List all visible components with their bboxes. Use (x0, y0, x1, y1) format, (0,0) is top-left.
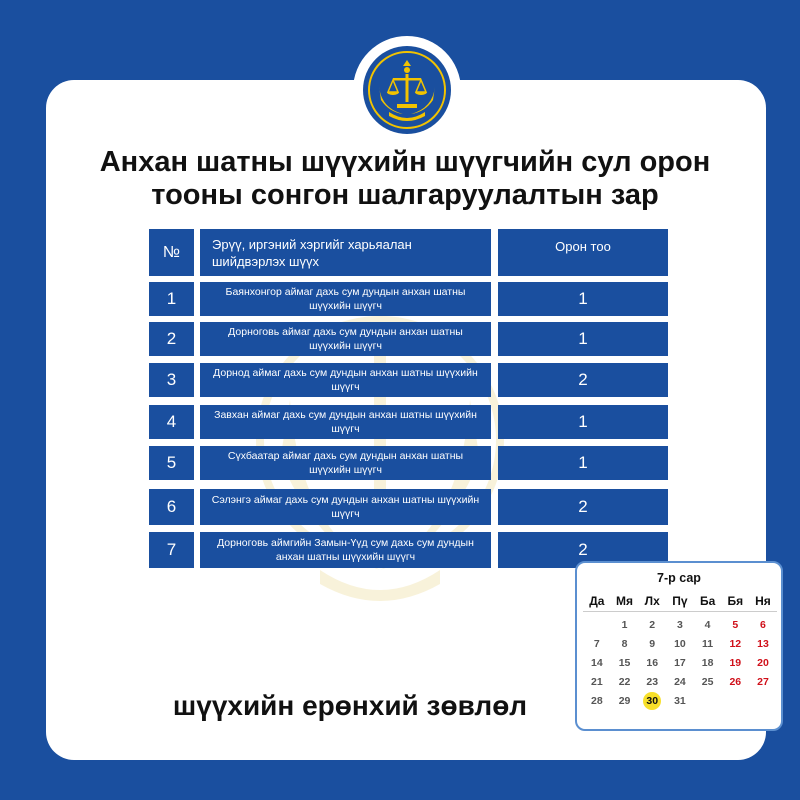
row-court: Сэлэнгэ аймаг дахь сум дундын анхан шатны шүүхийн шүүгч (200, 489, 491, 525)
title-line-2: тооны сонгон шалгаруулалтын зар (151, 179, 659, 211)
row-count: 2 (498, 363, 668, 397)
calendar-weekday: Да (589, 594, 605, 608)
calendar-day: 11 (702, 637, 714, 650)
calendar-weekday-row (583, 591, 777, 612)
row-count: 1 (498, 446, 668, 480)
calendar-day: 23 (646, 675, 659, 688)
row-count: 1 (498, 405, 668, 439)
header-court: Эрүү, иргэний хэргийг харьяалан шийдвэрлэх шүүх (200, 229, 491, 276)
calendar-day: 27 (757, 675, 769, 688)
calendar-weekday: Лх (644, 594, 660, 608)
row-number: 1 (149, 282, 194, 316)
row-number: 4 (149, 405, 194, 439)
calendar-day: 20 (757, 656, 769, 669)
row-number: 3 (149, 363, 194, 397)
calendar-day: 12 (729, 637, 742, 650)
row-count: 1 (498, 322, 668, 356)
calendar-highlighted-day: 30 (643, 692, 661, 710)
calendar-day: 21 (591, 675, 603, 688)
calendar-day: 17 (674, 656, 686, 669)
calendar-weekday: Пү (672, 594, 688, 608)
calendar-day: 3 (676, 618, 683, 631)
calendar-day: 6 (760, 618, 766, 631)
row-count: 2 (498, 532, 668, 568)
calendar-day: 9 (649, 637, 656, 650)
row-count: 2 (498, 489, 668, 525)
calendar-day: 28 (591, 694, 603, 707)
calendar-month: 7-р сар (657, 571, 701, 585)
organization-name: шүүхийн ерөнхий зөвлөл (172, 690, 528, 721)
calendar-day: 7 (593, 637, 600, 650)
calendar-day: 8 (621, 637, 628, 650)
calendar-day: 14 (591, 656, 603, 669)
row-court: Завхан аймаг дахь сум дундын анхан шатны шүүхийн шүүгч (200, 405, 491, 439)
calendar-day: 31 (674, 694, 686, 707)
header-count: Орон тоо (498, 229, 668, 276)
judicial-emblem-icon (363, 46, 451, 134)
row-number: 6 (149, 489, 194, 525)
page-title (60, 146, 750, 212)
calendar-day: 2 (649, 618, 656, 631)
calendar-day: 10 (674, 637, 686, 650)
calendar-week-row (583, 634, 777, 653)
calendar-day: 15 (618, 656, 631, 669)
calendar-widget (575, 561, 783, 731)
calendar-grid (583, 591, 777, 710)
calendar-weekday: Мя (616, 594, 634, 608)
calendar-day: 29 (618, 694, 631, 707)
row-court: Дорнод аймаг дахь сум дундын анхан шатны шүүхийн шүүгч (200, 363, 491, 397)
calendar-weekday: Бя (727, 594, 744, 608)
calendar-day: 18 (701, 656, 714, 669)
calendar-day: 24 (674, 675, 686, 688)
calendar-week-row (583, 691, 777, 710)
calendar-weekday: Ня (755, 594, 771, 608)
row-court: Дорноговь аймгийн Замын-Үүд сум дахь сум дундын анхан шатны шүүхийн шүүгч (200, 532, 491, 568)
calendar-week-row (583, 653, 777, 672)
calendar-day: 13 (757, 637, 769, 650)
calendar-day: 19 (729, 656, 742, 669)
row-number: 2 (149, 322, 194, 356)
row-number: 5 (149, 446, 194, 480)
calendar-week-row (583, 615, 777, 634)
calendar-week-row (583, 672, 777, 691)
calendar-day: 4 (704, 618, 711, 631)
header-number: № (149, 229, 194, 276)
row-count: 1 (498, 282, 668, 316)
calendar-day: 16 (646, 656, 659, 669)
row-court: Сүхбаатар аймаг дахь сум дундын анхан шатны шүүхийн шүүгч (200, 446, 491, 480)
row-court: Баянхонгор аймаг дахь сум дундын анхан шатны шүүхийн шүүгч (200, 282, 491, 316)
calendar-day: 26 (729, 675, 742, 688)
row-court: Дорноговь аймаг дахь сум дундын анхан шатны шүүхийн шүүгч (200, 322, 491, 356)
calendar-day: 5 (732, 618, 739, 631)
row-number: 7 (149, 532, 194, 568)
calendar-day: 22 (618, 675, 631, 688)
calendar-day (638, 692, 666, 710)
calendar-day: 25 (701, 675, 714, 688)
title-line-1: Анхан шатны шүүхийн шүүгчийн сул орон (99, 146, 711, 178)
calendar-day: 1 (621, 618, 628, 631)
calendar-weekday: Ба (699, 594, 716, 608)
